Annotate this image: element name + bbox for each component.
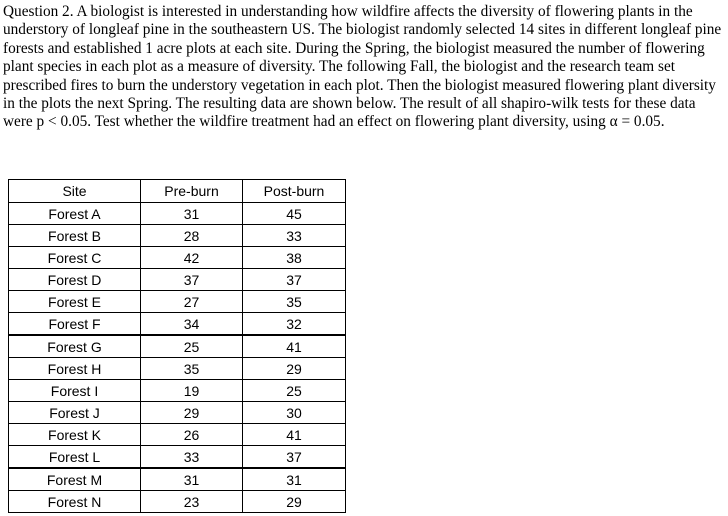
cell-site: Forest N [9, 491, 141, 513]
cell-site: Forest A [9, 203, 141, 225]
table-row [9, 491, 346, 513]
cell-post-burn: 31 [243, 468, 346, 491]
cell-site: Forest I [9, 380, 141, 402]
cell-pre-burn: 42 [141, 247, 243, 269]
cell-post-burn: 37 [243, 269, 346, 291]
cell-post-burn: 30 [243, 402, 346, 424]
cell-post-burn: 38 [243, 247, 346, 269]
cell-pre-burn: 31 [141, 468, 243, 491]
header-post-burn: Post-burn [243, 180, 346, 203]
table-row [9, 380, 346, 402]
cell-site: Forest K [9, 424, 141, 446]
cell-pre-burn: 37 [141, 269, 243, 291]
question-text: Question 2. A biologist is interested in understanding how wildfire affects the diversity of flowering plants in the understory of longleaf pine in the southeastern US. The biologist randomly selected 14 sites in different longleaf pine forests and established 1 acre plots at each site. During the Spring, the biologist measured the number of flowering plant species in each plot as a measure of diversity. The following Fall, the biologist and the research team set prescribed fires to burn the understory vegetation in each plot. Then the biologist measured flowering plant diversity in the plots the next Spring. The resulting data are shown below. The result of all shapiro-wilk tests for these data were p < 0.05. Test whether the wildfire treatment had an effect on flowering plant diversity, using α = 0.05. [3, 3, 722, 131]
cell-post-burn: 37 [243, 446, 346, 469]
table-header-row [9, 180, 346, 203]
cell-site: Forest B [9, 225, 141, 247]
cell-site: Forest C [9, 247, 141, 269]
header-site: Site [9, 180, 141, 203]
table-row [9, 291, 346, 313]
cell-site: Forest G [9, 335, 141, 358]
table-row [9, 203, 346, 225]
cell-post-burn: 41 [243, 424, 346, 446]
cell-site: Forest E [9, 291, 141, 313]
cell-post-burn: 41 [243, 335, 346, 358]
table-row [9, 335, 346, 358]
cell-pre-burn: 25 [141, 335, 243, 358]
cell-post-burn: 45 [243, 203, 346, 225]
cell-pre-burn: 34 [141, 313, 243, 336]
cell-site: Forest F [9, 313, 141, 336]
cell-pre-burn: 26 [141, 424, 243, 446]
cell-post-burn: 29 [243, 491, 346, 513]
cell-pre-burn: 19 [141, 380, 243, 402]
cell-post-burn: 29 [243, 358, 346, 380]
cell-pre-burn: 28 [141, 225, 243, 247]
cell-post-burn: 32 [243, 313, 346, 336]
cell-site: Forest H [9, 358, 141, 380]
table-row [9, 402, 346, 424]
table-row [9, 358, 346, 380]
cell-pre-burn: 29 [141, 402, 243, 424]
table-row [9, 446, 346, 469]
table-row [9, 247, 346, 269]
table-row [9, 225, 346, 247]
cell-site: Forest D [9, 269, 141, 291]
cell-post-burn: 35 [243, 291, 346, 313]
table-row [9, 468, 346, 491]
table-row [9, 269, 346, 291]
cell-pre-burn: 33 [141, 446, 243, 469]
cell-site: Forest J [9, 402, 141, 424]
table-row [9, 313, 346, 336]
cell-site: Forest L [9, 446, 141, 469]
header-pre-burn: Pre-burn [141, 180, 243, 203]
cell-pre-burn: 27 [141, 291, 243, 313]
cell-pre-burn: 31 [141, 203, 243, 225]
cell-site: Forest M [9, 468, 141, 491]
data-table [8, 179, 346, 513]
cell-post-burn: 25 [243, 380, 346, 402]
cell-pre-burn: 23 [141, 491, 243, 513]
table-row [9, 424, 346, 446]
cell-pre-burn: 35 [141, 358, 243, 380]
cell-post-burn: 33 [243, 225, 346, 247]
